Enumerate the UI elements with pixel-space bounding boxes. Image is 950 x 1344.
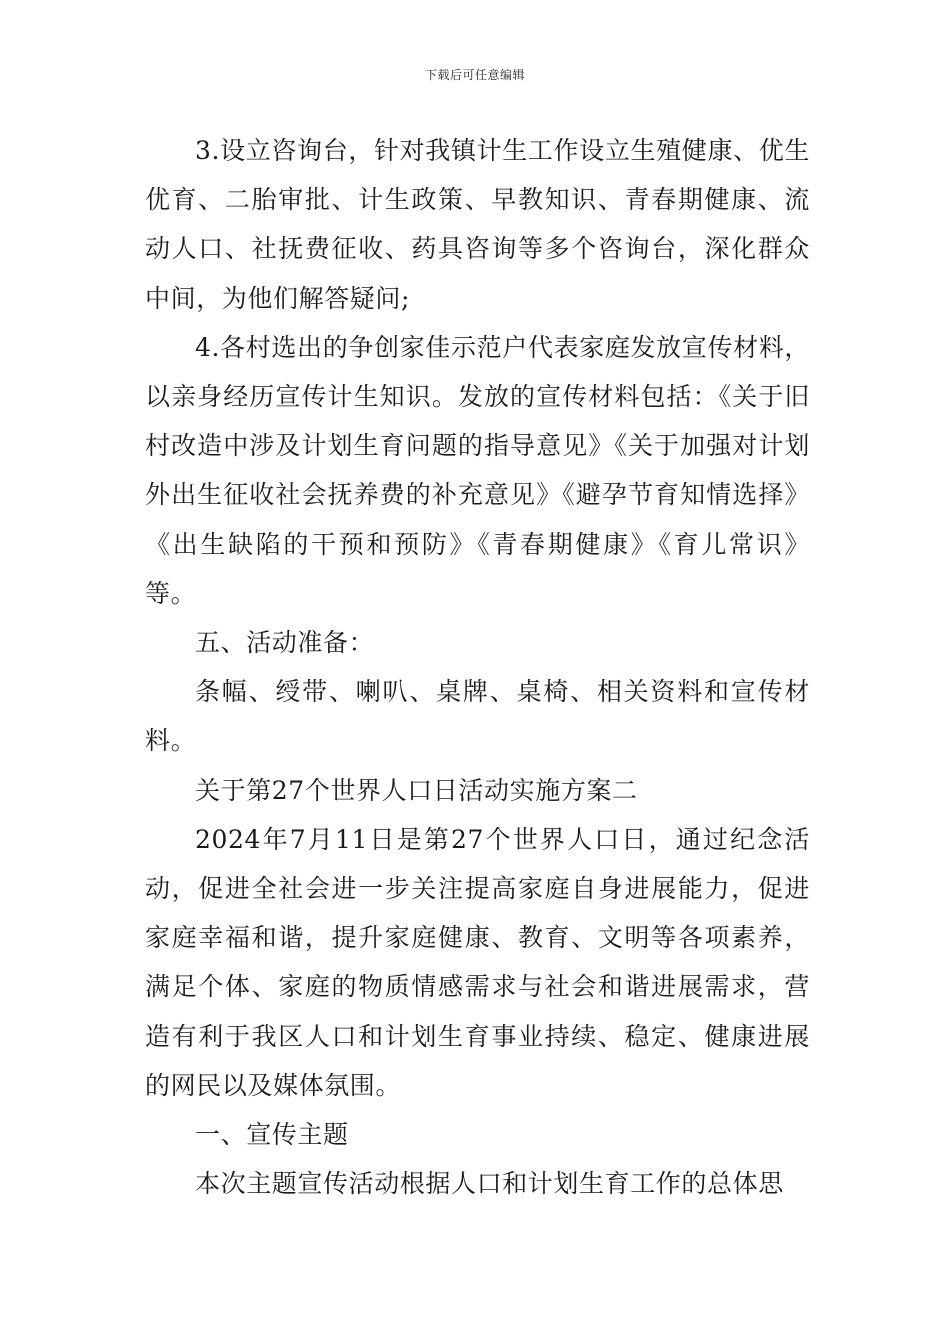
paragraph-introduction: 2024年7月11日是第27个世界人口日，通过纪念活动，促进全社会进一步关注提高家庭自身进展能力，促进家庭幸福和谐，提升家庭健康、教育、文明等各项素养，满足个体、家庭的物质情感需求与社会和谐进展需求，营造有利于我区人口和计划生育事业持续、稳定、健康进展的网民以及媒体氛围。 xyxy=(145,824,810,1100)
paragraph-preparation-items: 条幅、绶带、喇叭、桌牌、桌椅、相关资料和宣传材料。 xyxy=(145,677,810,756)
section-heading-theme: 一、宣传主题 xyxy=(195,1120,349,1150)
paragraph-theme: 本次主题宣传活动根据人口和计划生育工作的总体思 xyxy=(195,1169,784,1199)
document-body xyxy=(145,126,810,1208)
paragraph-consultation-desk: 3.设立咨询台，针对我镇计生工作设立生殖健康、优生优育、二胎审批、计生政策、早教知识、青春期健康、流动人口、社抚费征收、药具咨询等多个咨询台，深化群众中间，为他们解答疑问; xyxy=(145,136,810,313)
page-header: 下载后可任意编辑 xyxy=(424,68,525,82)
section-heading-preparation: 五、活动准备： xyxy=(195,628,375,658)
document-subtitle: 关于第27个世界人口日活动实施方案二 xyxy=(195,775,638,805)
paragraph-materials-distribution: 4.各村选出的争创家佳示范户代表家庭发放宣传材料，以亲身经历宣传计生知识。发放的宣传材料包括：《关于旧村改造中涉及计划生育问题的指导意见》《关于加强对计划外出生征收社会抚养费的补充意见》《避孕节育知情选择》《出生缺陷的干预和预防》《青春期健康》《育儿常识》等。 xyxy=(145,332,810,608)
